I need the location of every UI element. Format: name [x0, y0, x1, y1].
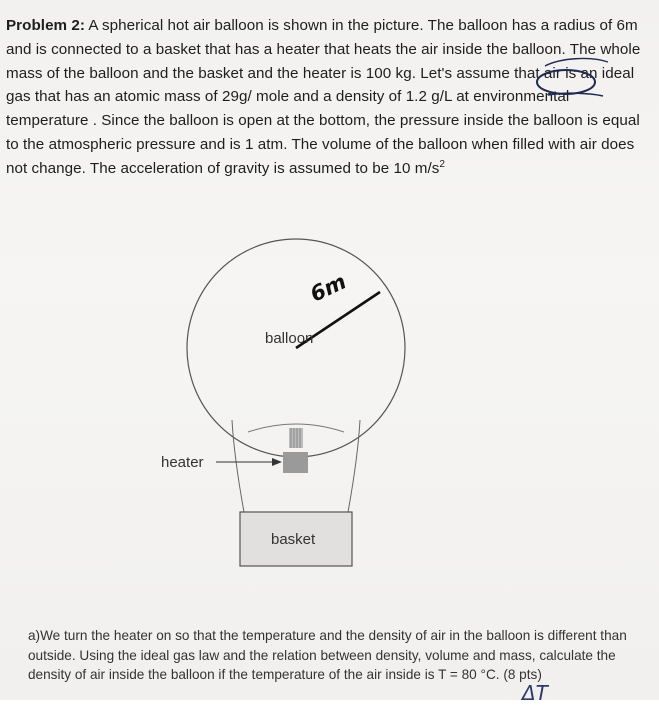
question-part-a: a)We turn the heater on so that the temperature and the density of air in the balloon is different than outside. Using the ideal gas law and the relation between density, volume and mass, calculate the density of air inside the balloon if the temperature of the air inside is T = 80 °C. (8 pts)	[28, 628, 627, 682]
circle-annotation	[537, 70, 595, 94]
gravity-exponent: 2	[439, 158, 446, 170]
inside-scribble	[545, 59, 608, 66]
problem-text: A spherical hot air balloon is shown in the picture. The balloon has a radius of 6m and is connected to a basket that has a heater that heats the air inside the balloon. The whole mass of the balloon and the basket and the heater is 100 kg. Let's assume that air is an ideal gas that has an atomic mass of 29g/ mole and a density of 1.2 g/L at environmental temperature . Since the balloon is open at the bottom, the pressure inside the balloon is equal to the atmospheric pressure and is 1 atm. The volume of the balloon when filled with air does not change. The acceleration of gravity is assumed to be 10 m/s	[6, 17, 641, 177]
heater-element	[283, 428, 308, 473]
rope-right	[348, 420, 360, 512]
rope-left	[232, 420, 244, 512]
heater-arrowhead	[272, 458, 282, 466]
problem-label: Problem 2:	[6, 17, 85, 34]
underline-annotation	[548, 93, 603, 96]
heater-label: heater	[161, 454, 204, 471]
radius-label: 6m	[306, 269, 350, 307]
basket-label: basket	[271, 531, 316, 548]
balloon-label: balloon	[265, 330, 314, 347]
handwritten-delta-t: ΔT	[522, 681, 548, 705]
